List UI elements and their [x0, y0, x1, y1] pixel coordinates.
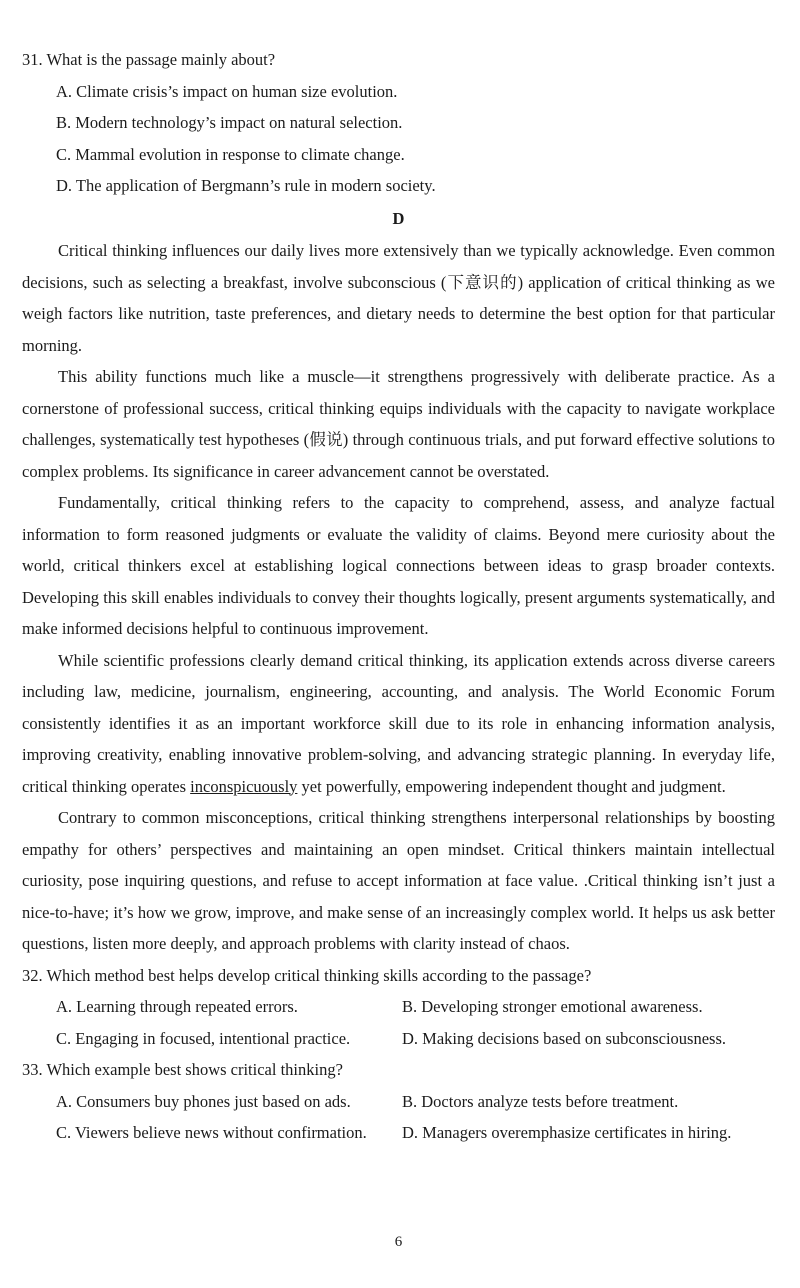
passage-paragraph-3: Fundamentally, critical thinking refers to the capacity to comprehend, assess, and analyze factual information to form reasoned judgments or evaluate the validity of claims. Beyond mere curiosity about the world, critical thinkers excel at establishing logical connections between ideas to grasp broader contexts. Developing this skill enables individuals to convey their thoughts logically, present arguments systematically, and make informed decisions helpful to continuous improvement.: [22, 493, 775, 638]
question-32-stem: 32. Which method best helps develop critical thinking skills according to the passage?: [22, 965, 592, 985]
passage-paragraph-1: Critical thinking influences our daily lives more extensively than we typically acknowledge. Even common decisions, such as selecting a breakfast, involve subconscious (下意识的) application of critical thinking as we weigh factors like nutrition, taste preferences, and dietary needs to determine the best option for that particular morning.: [22, 241, 775, 355]
question-32-option-c: C. Engaging in focused, intentional practice.: [56, 1028, 351, 1048]
passage-paragraph-2: This ability functions much like a muscle—it strengthens progressively with deliberate practice. As a cornerstone of professional success, critical thinking equips individuals with the capacity to navigate workplace challenges, systematically test hypotheses (假说) through continuous trials, and put forward effective solutions to complex problems. Its significance in career advancement cannot be overstated.: [22, 367, 775, 481]
passage-paragraph-4-after: yet powerfully, empowering independent thought and judgment.: [297, 776, 726, 796]
question-33-option-c: C. Viewers believe news without confirmation.: [56, 1123, 367, 1142]
question-32-options: [56, 991, 775, 1054]
question-32: [22, 960, 775, 1055]
passage-d: [22, 235, 775, 960]
passage-section-label: D: [392, 208, 405, 228]
passage-paragraph-4-before: While scientific professions clearly demand critical thinking, its application extends across diverse careers including law, medicine, journalism, engineering, accounting, and analysis. The World Economic Forum consistently identifies it as an important workforce skill due to its role in enhancing information analysis, improving creativity, enabling innovative problem-solving, and advancing strategic planning. In everyday life, critical thinking operates: [22, 650, 775, 796]
question-33-options: [56, 1086, 775, 1149]
question-32-option-b: B. Developing stronger emotional awareness.: [402, 997, 703, 1016]
question-32-option-a: A. Learning through repeated errors.: [56, 997, 298, 1016]
question-31: [22, 44, 775, 202]
question-33: [22, 1054, 775, 1149]
question-33-option-d: D. Managers overemphasize certificates in hiring.: [402, 1123, 732, 1142]
question-31-stem: 31. What is the passage mainly about?: [22, 50, 276, 69]
question-33-option-b: B. Doctors analyze tests before treatment.: [402, 1091, 679, 1111]
question-32-option-d: D. Making decisions based on subconsciousness.: [402, 1028, 727, 1048]
question-33-stem: 33. Which example best shows critical thinking?: [22, 1060, 343, 1079]
question-31-option-a: A. Climate crisis’s impact on human size evolution.: [56, 81, 398, 101]
page-number: 6: [394, 1233, 403, 1250]
question-31-option-c: C. Mammal evolution in response to climate change.: [56, 144, 405, 164]
passage-paragraph-4: [22, 645, 775, 803]
question-33-option-a: A. Consumers buy phones just based on ads.: [56, 1091, 351, 1111]
question-31-option-b: B. Modern technology’s impact on natural selection.: [56, 113, 403, 132]
underlined-word-inconspicuously: inconspicuously: [190, 776, 298, 796]
question-31-options: [56, 76, 775, 202]
passage-paragraph-5: Contrary to common misconceptions, critical thinking strengthens interpersonal relationships by boosting empathy for others’ perspectives and maintaining an open mindset. Critical thinkers maintain intellectual curiosity, pose inquiring questions, and refuse to accept information at face value. .Critical thinking isn’t just a nice-to-have; it’s how we grow, improve, and make sense of an increasingly complex world. It helps us ask better questions, listen more deeply, and approach problems with clarity instead of chaos.: [22, 808, 775, 953]
question-31-option-d: D. The application of Bergmann’s rule in modern society.: [56, 176, 436, 195]
